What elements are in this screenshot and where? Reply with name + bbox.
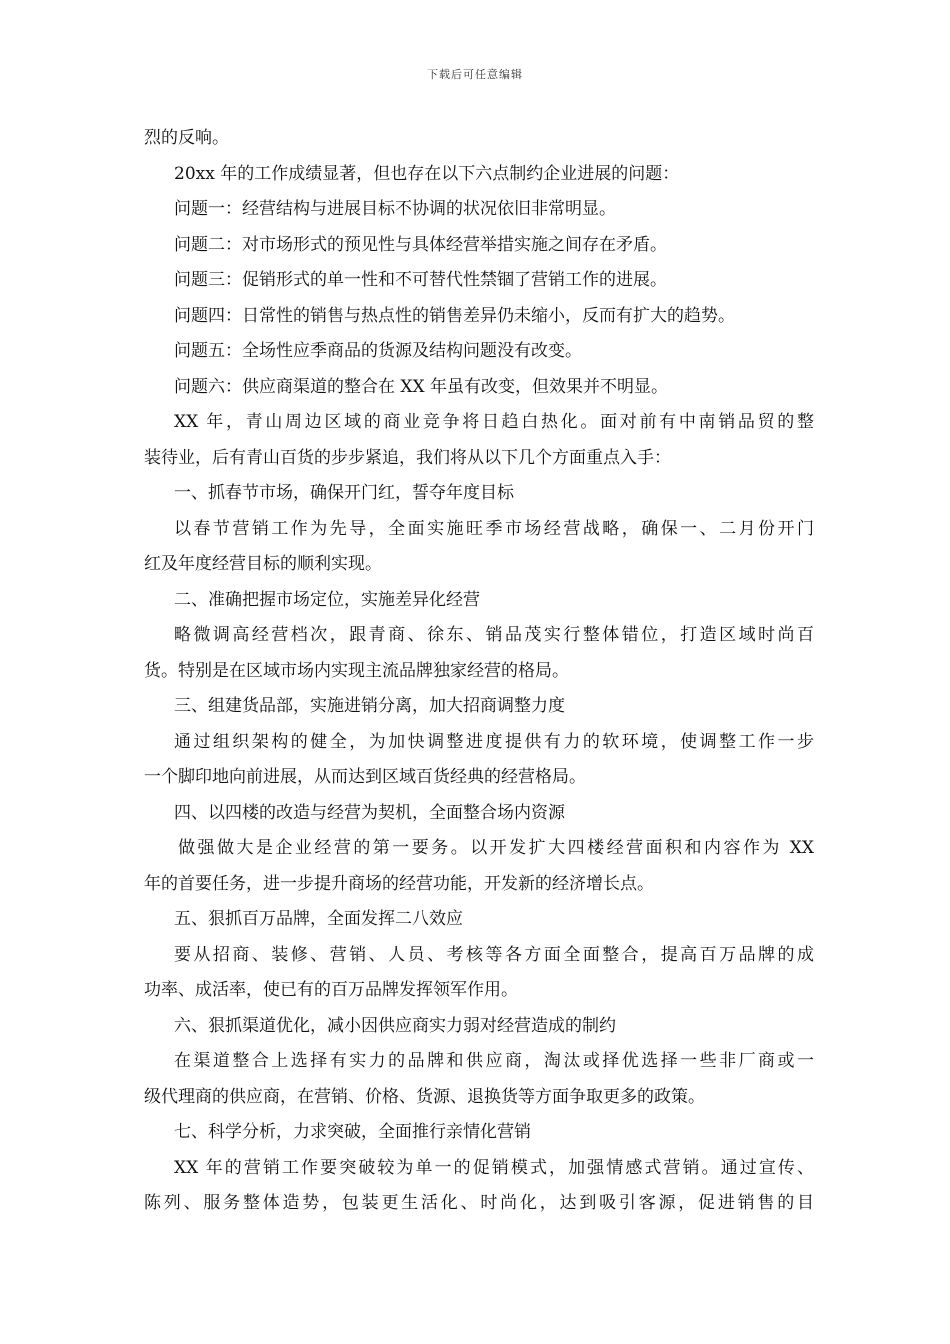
paragraph-line: 四、以四楼的改造与经营为契机，全面整合场内资源 bbox=[174, 802, 565, 823]
paragraph-line: XX 年的营销工作要突破较为单一的促销模式，加强情感式营销。通过宣传、 bbox=[174, 1157, 814, 1178]
paragraph-line: 问题三：促销形式的单一性和不可替代性禁锢了营销工作的进展。 bbox=[174, 270, 667, 290]
paragraph-line: 通过组织架构的健全，为加快调整进度提供有力的软环境，使调整工作一步 bbox=[174, 731, 814, 752]
paragraph-line: 二、准确把握市场定位，实施差异化经营 bbox=[174, 589, 480, 610]
paragraph-line: 问题六：供应商渠道的整合在 XX 年虽有改变，但效果并不明显。 bbox=[174, 376, 669, 397]
paragraph-line: 货。特别是在区域市场内实现主流品牌独家经营的格局。 bbox=[144, 660, 569, 681]
paragraph-line: 20xx 年的工作成绩显著，但也存在以下六点制约企业进展的问题： bbox=[174, 163, 680, 184]
paragraph-line: 红及年度经营目标的顺利实现。 bbox=[144, 554, 382, 574]
paragraph-line: 略微调高经营档次，跟青商、徐东、销品茂实行整体错位，打造区域时尚百 bbox=[174, 625, 814, 645]
paragraph-line: 五、狠抓百万品牌，全面发挥二八效应 bbox=[174, 909, 463, 929]
paragraph-line: 问题四：日常性的销售与热点性的销售差异仍未缩小，反而有扩大的趋势。 bbox=[174, 305, 735, 326]
paragraph-line: 装待业，后有青山百货的步步紧追，我们将从以下几个方面重点入手： bbox=[144, 447, 671, 468]
paragraph-line: 以春节营销工作为先导，全面实施旺季市场经营战略，确保一、二月份开门 bbox=[174, 518, 814, 539]
paragraph-line: 问题一：经营结构与进展目标不协调的状况依旧非常明显。 bbox=[174, 199, 616, 219]
paragraph-line: 要从招商、装修、营销、人员、考核等各方面全面整合，提高百万品牌的成 bbox=[174, 944, 814, 965]
paragraph-line: XX 年，青山周边区域的商业竞争将日趋白热化。面对前有中南销品贸的整 bbox=[174, 412, 814, 432]
document-body bbox=[144, 121, 814, 1222]
paragraph-line: 七、科学分析，力求突破，全面推行亲情化营销 bbox=[174, 1122, 531, 1142]
paragraph-line: 问题二：对市场形式的预见性与具体经营举措实施之间存在矛盾。 bbox=[174, 234, 667, 255]
paragraph-line: 级代理商的供应商，在营销、价格、货源、退换货等方面争取更多的政策。 bbox=[144, 1086, 705, 1107]
paragraph-line: 功率、成活率，使已有的百万品牌发挥领军作用。 bbox=[144, 980, 518, 1000]
paragraph-line: 六、狠抓渠道优化，减小因供应商实力弱对经营造成的制约 bbox=[174, 1015, 616, 1036]
paragraph-line: 年的首要任务，进一步提升商场的经营功能，开发新的经济增长点。 bbox=[144, 873, 654, 894]
paragraph-line: 在渠道整合上选择有实力的品牌和供应商，淘汰或择优选择一些非厂商或一 bbox=[174, 1051, 814, 1071]
paragraph-line: 问题五：全场性应季商品的货源及结构问题没有改变。 bbox=[174, 341, 582, 361]
paragraph-line: 陈列、服务整体造势，包装更生活化、时尚化，达到吸引客源，促进销售的目 bbox=[144, 1193, 814, 1213]
paragraph-line: 一个脚印地向前进展，从而达到区域百货经典的经营格局。 bbox=[144, 767, 586, 787]
paragraph-line: 一、抓春节市场，确保开门红，誓夺年度目标 bbox=[174, 483, 514, 503]
paragraph-line: 做强做大是企业经营的第一要务。以开发扩大四楼经营面积和内容作为 XX bbox=[178, 838, 814, 858]
page-header-note: 下载后可任意编辑 bbox=[427, 68, 523, 81]
paragraph-line: 烈的反响。 bbox=[144, 128, 229, 148]
paragraph-line: 三、组建货品部，实施进销分离，加大招商调整力度 bbox=[174, 696, 565, 716]
